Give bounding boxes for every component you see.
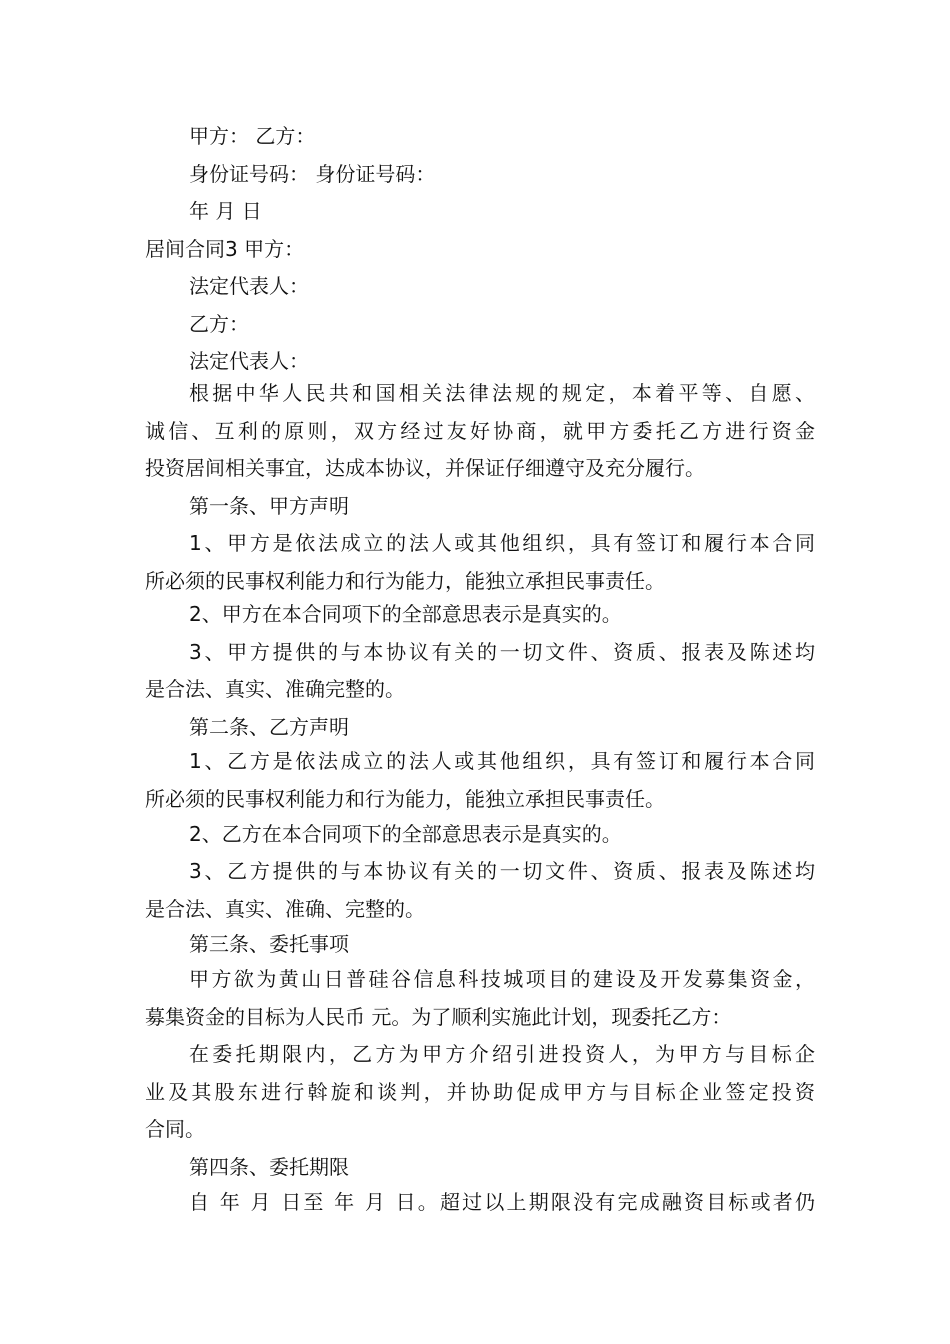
party-a-representative-line: 法定代表人： xyxy=(189,274,309,298)
preamble-line-1: 根据中华人民共和国相关法律法规的规定，本着平等、自愿、 xyxy=(189,381,815,405)
article-1-item-1-line-1: 1、甲方是依法成立的法人或其他组织，具有签订和履行本合同 xyxy=(189,531,815,555)
article-2-item-3-line-2: 是合法、真实、准确、完整的。 xyxy=(145,897,425,921)
article-2-item-3-line-1: 3、乙方提供的与本协议有关的一切文件、资质、报表及陈述均 xyxy=(189,859,815,883)
article-2-item-1-line-2: 所必须的民事权利能力和行为能力，能独立承担民事责任。 xyxy=(145,787,665,811)
article-3-heading: 第三条、委托事项 xyxy=(189,932,349,956)
article-3-para-2-line-2: 业及其股东进行斡旋和谈判，并协助促成甲方与目标企业签定投资 xyxy=(145,1080,815,1104)
article-1-heading: 第一条、甲方声明 xyxy=(189,494,349,518)
article-1-item-1-line-2: 所必须的民事权利能力和行为能力，能独立承担民事责任。 xyxy=(145,569,665,593)
contract-title-line: 居间合同3 甲方： xyxy=(145,237,305,261)
party-b-line: 乙方： xyxy=(189,312,249,336)
date-line: 年 月 日 xyxy=(189,199,262,223)
article-3-para-1-line-2: 募集资金的目标为人民币 元。为了顺利实施此计划，现委托乙方： xyxy=(145,1005,732,1029)
article-1-item-2: 2、甲方在本合同项下的全部意思表示是真实的。 xyxy=(189,602,622,626)
article-4-heading: 第四条、委托期限 xyxy=(189,1155,349,1179)
article-1-item-3-line-1: 3、甲方提供的与本协议有关的一切文件、资质、报表及陈述均 xyxy=(189,640,815,664)
article-3-para-2-line-3: 合同。 xyxy=(145,1117,205,1141)
preamble-line-2: 诚信、互利的原则，双方经过友好协商，就甲方委托乙方进行资金 xyxy=(145,419,815,443)
party-b-representative-line: 法定代表人： xyxy=(189,349,309,373)
article-1-item-3-line-2: 是合法、真实、准确完整的。 xyxy=(145,677,405,701)
article-2-item-1-line-1: 1、乙方是依法成立的法人或其他组织，具有签订和履行本合同 xyxy=(189,749,815,773)
id-number-line: 身份证号码： 身份证号码： xyxy=(189,162,436,186)
preamble-line-3: 投资居间相关事宜，达成本协议，并保证仔细遵守及充分履行。 xyxy=(145,456,705,480)
article-3-para-1-line-1: 甲方欲为黄山日普硅谷信息科技城项目的建设及开发募集资金， xyxy=(189,967,815,991)
article-2-heading: 第二条、乙方声明 xyxy=(189,715,349,739)
article-4-para-1-line-1: 自 年 月 日至 年 月 日。超过以上期限没有完成融资目标或者仍 xyxy=(189,1190,815,1214)
party-a-b-line: 甲方： 乙方： xyxy=(189,124,316,148)
article-2-item-2: 2、乙方在本合同项下的全部意思表示是真实的。 xyxy=(189,822,622,846)
article-3-para-2-line-1: 在委托期限内，乙方为甲方介绍引进投资人，为甲方与目标企 xyxy=(189,1042,815,1066)
